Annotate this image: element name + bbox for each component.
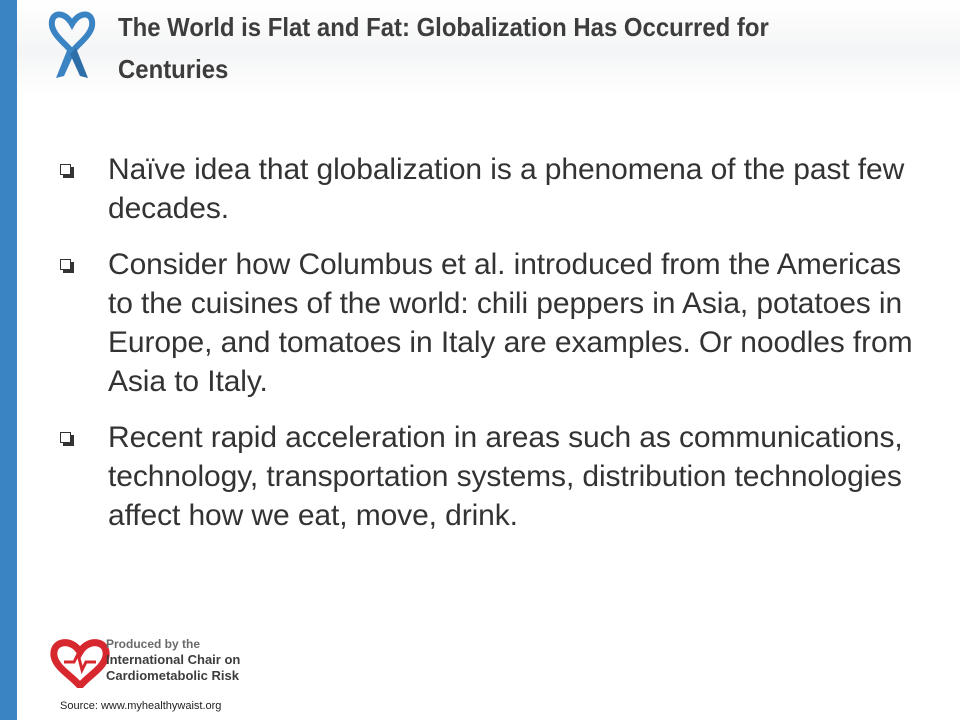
list-item [60,150,930,228]
heart-ribbon-icon [48,6,96,82]
square-bullet-icon [60,164,71,175]
square-bullet-icon [60,259,71,270]
list-item [60,245,930,401]
list-item [60,418,930,535]
bullet-list [60,150,930,552]
square-bullet-icon [60,432,71,443]
left-accent-bar [0,0,17,720]
bullet-text: Naïve idea that globalization is a phenomena of the past few decades. [108,153,905,225]
producer-line: Cardiometabolic Risk [106,668,239,683]
heart-logo-icon [50,638,110,688]
producer-line: Produced by the [106,637,201,651]
producer-credit [106,637,240,684]
producer-line: International Chair on [106,652,241,667]
page-title: The World is Flat and Fat: Globalization Has Occurred for Centuries [118,12,769,84]
bullet-text: Recent rapid acceleration in areas such as communications, technology, transportation systems, distribution technologies affect how we eat, move, drink. [108,421,903,532]
source-note: Source: www.myhealthywaist.org [60,700,222,712]
bullet-text: Consider how Columbus et al. introduced from the Americas to the cuisines of the world: chili peppers in Asia, potatoes in Europe, and tomatoes in Italy are examples. Or noodles from Asia to Italy. [108,248,913,398]
